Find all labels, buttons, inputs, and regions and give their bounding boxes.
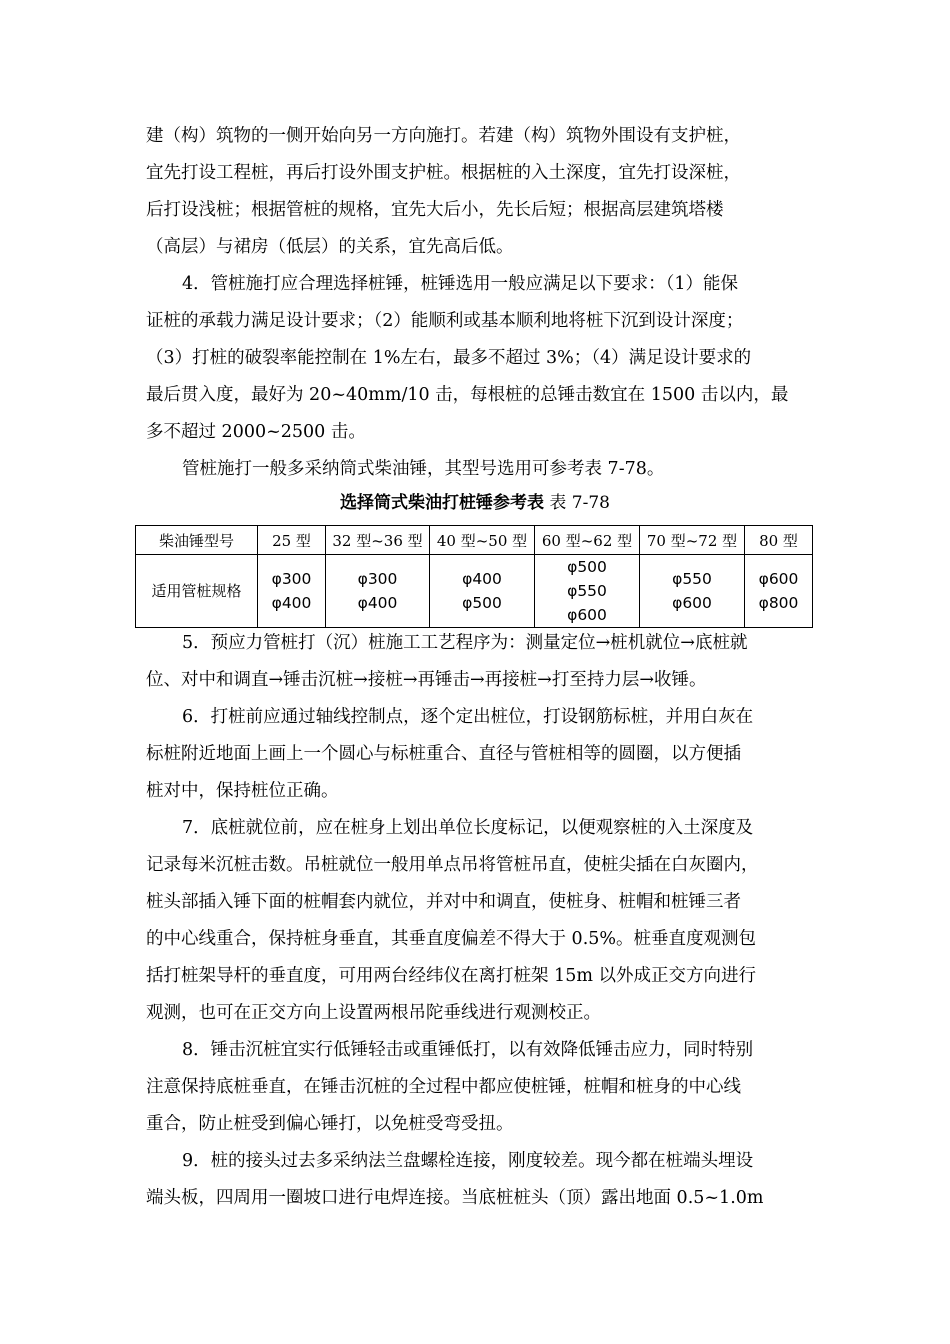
paragraph-item-8 [146,1032,810,1143]
text-line: 9．桩的接头过去多采纳法兰盘螺栓连接，刚度较差。现今都在桩端头埋设 [182,1151,754,1171]
text-line: 宜先打设工程桩，再后打设外围支护桩。根据桩的入土深度，宜先打设深桩， [146,163,741,183]
hammer-selection-table [135,525,813,628]
text-line: 观测，也可在正交方向上设置两根吊陀垂线进行观测校正。 [146,1003,601,1023]
spec-cell [326,555,430,628]
table-caption-title: 选择筒式柴油打桩锤参考表 [339,493,544,513]
text-line: 标桩附近地面上画上一个圆心与标桩重合、直径与管桩相等的圆圈，以方便插 [146,744,741,764]
model-cell: 40 型~50 型 [430,526,535,555]
text-line: 的中心线重合，保持桩身垂直，其垂直度偏差不得大于 0.5%。桩垂直度观测包 [146,929,757,949]
model-cell: 80 型 [745,526,813,555]
spec-value: φ500 [567,558,607,576]
text-line: 括打桩架导杆的垂直度，可用两台经纬仪在离打桩架 15m 以外成正交方向进行 [146,966,756,986]
table-caption-number: 表 7-78 [549,493,610,513]
table-spec-row [136,555,813,628]
text-line: 注意保持底桩垂直，在锤击沉桩的全过程中都应使桩锤，桩帽和桩身的中心线 [146,1077,741,1097]
spec-value: φ800 [758,594,799,612]
spec-value: φ500 [462,594,502,612]
spec-value: φ400 [357,594,398,612]
text-line: 桩对中，保持桩位正确。 [146,781,339,801]
model-cell: 70 型~72 型 [640,526,745,555]
spec-value: φ400 [462,570,502,588]
spec-cell [745,555,813,628]
text-line: 后打设浅桩；根据管桩的规格，宜先大后小，先长后短；根据高层建筑塔楼 [146,200,724,220]
text-line: 多不超过 2000~2500 击。 [146,422,366,442]
spec-value: φ300 [271,570,312,588]
text-line: 位、对中和调直→锤击沉桩→接桩→再锤击→再接桩→打至持力层→收锤。 [146,670,707,690]
model-cell: 60 型~62 型 [535,526,640,555]
model-cell: 32 型~36 型 [326,526,430,555]
text-line: 端头板，四周用一圈坡口进行电焊连接。当底桩桩头（顶）露出地面 0.5~1.0m [146,1188,764,1208]
paragraph-item-4 [146,266,810,451]
paragraph-item-9 [146,1143,810,1217]
spec-cell [535,555,640,628]
text-line: 4．管桩施打应合理选择桩锤，桩锤选用一般应满足以下要求：（1）能保 [182,274,739,294]
paragraph-continuation [146,118,810,266]
spec-cell [258,555,326,628]
text-line: 8．锤击沉桩宜实行低锤轻击或重锤低打，以有效降低锤击应力，同时特别 [182,1040,754,1060]
paragraph-item-5 [146,625,810,699]
text-line: 建（构）筑物的一侧开始向另一方向施打。若建（构）筑物外围设有支护桩， [146,126,741,146]
paragraph-item-6 [146,699,810,810]
text-line: （3）打桩的破裂率能控制在 1%左右，最多不超过 3%；（4）满足设计要求的 [146,348,752,368]
model-cell: 25 型 [258,526,326,555]
text-line: 6．打桩前应通过轴线控制点，逐个定出桩位，打设钢筋标桩，并用白灰在 [182,707,754,727]
paragraph-hammer-reference [146,451,810,488]
spec-value: φ600 [672,594,712,612]
spec-value: φ550 [672,570,712,588]
table-header-row [136,526,813,555]
text-line: （高层）与裙房（低层）的关系，宜先高后低。 [146,237,514,257]
text-line: 重合，防止桩受到偏心锤打，以免桩受弯受扭。 [146,1114,514,1134]
spec-value: φ550 [567,582,607,600]
header-label-cell: 柴油锤型号 [136,526,258,555]
spec-value: φ300 [357,570,398,588]
text-line: 记录每米沉桩击数。吊桩就位一般用单点吊将管桩吊直，使桩尖插在白灰圈内， [146,855,759,875]
text-line: 5．预应力管桩打（沉）桩施工工艺程序为：测量定位→桩机就位→底桩就 [182,633,748,653]
text-line: 桩头部插入锤下面的桩帽套内就位，并对中和调直，使桩身、桩帽和桩锤三者 [146,892,741,912]
spec-cell [640,555,745,628]
spec-cell [430,555,535,628]
spec-value: φ600 [567,606,607,624]
spec-value: φ400 [271,594,312,612]
text-line: 最后贯入度，最好为 20~40mm/10 击，每根桩的总锤击数宜在 1500 击以内，最 [146,385,789,405]
paragraph-item-7 [146,810,810,1032]
spec-value: φ600 [758,570,799,588]
text-line: 证桩的承载力满足设计要求；（2）能顺利或基本顺利地将桩下沉到设计深度； [146,311,744,331]
table-caption [0,489,950,517]
row-label-cell: 适用管桩规格 [136,555,258,628]
text-line: 7．底桩就位前，应在桩身上划出单位长度标记，以便观察桩的入土深度及 [182,818,754,838]
text-line: 管桩施打一般多采纳筒式柴油锤，其型号选用可参考表 7-78。 [182,459,665,479]
